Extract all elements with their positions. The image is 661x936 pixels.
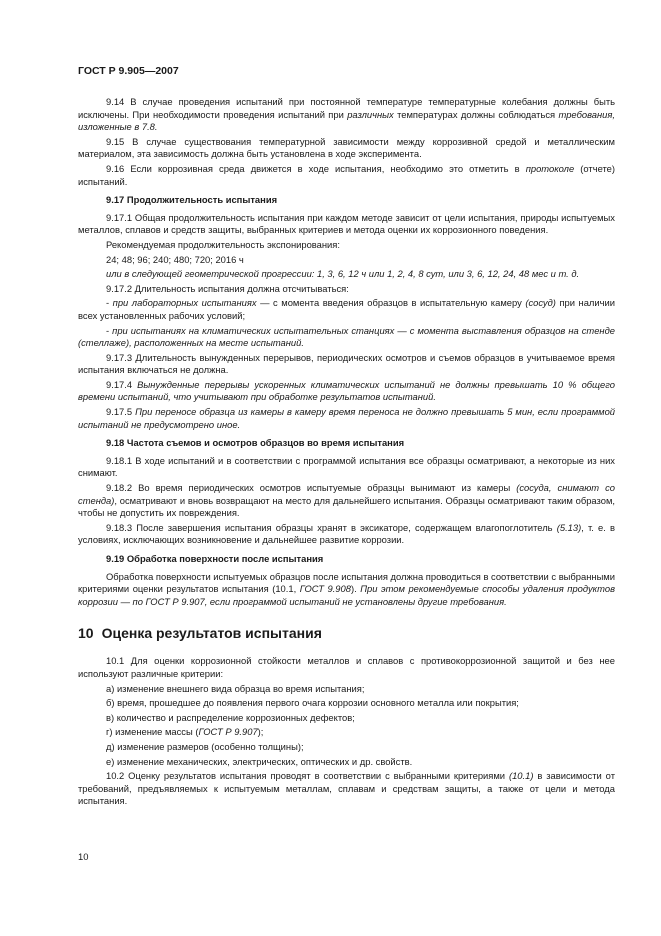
criteria-list-item	[78, 741, 615, 754]
text-run: температурах должны соблюдаться	[393, 108, 559, 120]
heading-number: 9.18	[106, 437, 125, 449]
text-run: — с момента введения образцов в испытательную камеру	[256, 297, 526, 309]
criteria-list-item	[78, 756, 615, 769]
document-header: ГОСТ Р 9.905—2007	[78, 65, 179, 77]
text-run: -	[106, 324, 113, 336]
heading-9-17	[78, 194, 615, 207]
recommended-duration-intro: Рекомендуемая продолжительность экспонирования:	[106, 238, 340, 250]
climatic-test-item	[78, 325, 615, 350]
duration-progression: или в следующей геометрической прогрессии: 1, 3, 6, 12 ч или 1, 2, 4, 8 сут, или 3, 6, 12, 24, 48 мес и т. д.	[106, 268, 580, 280]
heading-title: Частота съемов и осмотров образцов во время испытания	[126, 437, 405, 449]
text-run: 9.16 Если коррозивная среда движется в ходе испытания, необходимо это отметить в	[106, 162, 526, 174]
text-run-italic: (сосуда, снимают со стенда)	[78, 482, 615, 506]
text-run: , т. е. в условиях, исключающих возникновение и дальнейшее развитие коррозии.	[78, 521, 615, 546]
text-run: 9.17.4	[106, 378, 138, 390]
clause-9-18-2	[78, 482, 615, 520]
text-run: е) изменение механических, электрических, оптических и др. свойств.	[106, 755, 413, 767]
criteria-list-item	[78, 697, 615, 710]
document-body	[78, 96, 615, 808]
text-run-italic: (5.13)	[556, 521, 582, 533]
criteria-list-item	[78, 683, 615, 696]
clause-9-16	[78, 163, 615, 188]
criteria-list-item	[78, 712, 615, 725]
clause-9-19-text	[78, 571, 615, 609]
text-run-italic: ГОСТ 9.908	[299, 583, 351, 595]
text-run: г) изменение массы (	[106, 726, 199, 738]
text-run: Обработка поверхности испытуемых образцов после испытания должна проводиться в соответствии с выбранными критериями оценки результатов испытания (10.1,	[78, 570, 615, 595]
clause-9-18-1: 9.18.1 В ходе испытаний и в соответствии с программой испытания все образцы осматривают, а некоторые из них снимают.	[78, 454, 615, 479]
text-run-italic: ГОСТ Р 9.907	[198, 726, 258, 738]
heading-number: 10	[78, 625, 94, 642]
clause-9-17-1: 9.17.1 Общая продолжительность испытания при каждом методе зависит от цели испытания, природы испытуемых металлов, сплавов и средств защиты, выбранных критериев и метода оценки их коррозионного поведения.	[78, 211, 615, 236]
text-run-italic: требования, изложенные в 7.8.	[78, 108, 615, 133]
clause-9-14	[78, 96, 615, 134]
text-run: 9.18.3 После завершения испытания образцы хранят в эксикаторе, содержащем влагопоглотитель	[106, 521, 557, 533]
text-run: ).	[350, 583, 361, 595]
section-10-title	[78, 624, 615, 642]
heading-9-19	[78, 553, 615, 566]
heading-9-18	[78, 437, 615, 450]
text-run: при наличии всех установленных рабочих условий;	[78, 297, 615, 321]
text-run-italic: При этом рекомендуемые способы удаления продуктов коррозии — по ГОСТ Р 9.907, если программой испытаний не установлены другие требования.	[78, 583, 615, 607]
text-run-italic: различных	[347, 108, 394, 120]
clause-10-2	[78, 770, 615, 808]
page-number: 10	[78, 851, 89, 862]
text-run-italic: (сосуд)	[525, 297, 556, 309]
criteria-list-item	[78, 726, 615, 739]
text-run-italic: (10.1)	[508, 770, 534, 782]
clause-9-17-2: 9.17.2 Длительность испытания должна отсчитываться:	[106, 282, 349, 294]
text-run-italic: при лабораторных испытаниях	[112, 297, 257, 309]
text-run: (отчете) испытаний.	[78, 162, 616, 187]
text-run: 9.17.5	[106, 406, 136, 418]
text-run: в зависимости от требований, предъявляемых к испытуемым металлам, сплавам и средствам защиты, а также от цели и метода испытания.	[78, 770, 615, 807]
text-run: , осматривают и вновь возвращают на место для дальнейшего испытания. Образцы осматривают таким образом, чтобы не допустить их повреждения.	[78, 494, 615, 519]
heading-title: Оценка результатов испытания	[101, 625, 322, 642]
heading-number: 9.17	[106, 194, 125, 206]
heading-title: Обработка поверхности после испытания	[126, 553, 324, 564]
text-run: в) количество и распределение коррозионных дефектов;	[106, 711, 355, 723]
heading-title: Продолжительность испытания	[126, 194, 278, 206]
text-run: д) изменение размеров (особенно толщины);	[106, 740, 304, 752]
clause-9-15: 9.15 В случае существования температурной зависимости между коррозивной средой и металлическим материалом, эта зависимость должна быть установлена в ходе эксперимента.	[78, 135, 615, 160]
lab-test-item	[78, 297, 615, 322]
text-run-italic: протоколе	[525, 162, 575, 174]
clause-9-17-5	[78, 406, 615, 431]
clause-9-17-3: 9.17.3 Длительность вынужденных перерывов, периодических осмотров и съемов образцов в учитываемое время испытания включаться не должна.	[78, 351, 615, 376]
heading-number: 9.19	[106, 553, 125, 564]
text-run-italic: При переносе образца из камеры в камеру время переноса не должно превышать 5 мин, если программой испытаний не предусмотрено иное.	[78, 406, 615, 430]
clause-10-1: 10.1 Для оценки коррозионной стойкости металлов и сплавов с противокоррозионной защитой и без нее используют различные критерии:	[78, 655, 615, 679]
text-run: 9.18.2 Во время периодических осмотров испытуемые образцы вынимают из камеры	[106, 482, 517, 494]
text-run: );	[257, 726, 264, 738]
criteria-list	[78, 683, 615, 769]
clause-9-17-4	[78, 379, 615, 404]
text-run: -	[106, 297, 113, 309]
text-run: а) изменение внешнего вида образца во время испытания;	[106, 682, 365, 694]
text-run: 10.2 Оценку результатов испытания проводят в соответствии с выбранными критериями	[106, 770, 509, 782]
text-run-italic: при испытаниях на климатических испытательных станциях — с момента выставления образцов на стенде (стеллаже), расположенных на месте испытаний.	[78, 324, 615, 349]
text-run: 9.14 В случае проведения испытаний при постоянной температуре температурные колебания должны быть исключены. При необходимости проведения испытаний при	[78, 96, 615, 120]
text-run-italic: Вынужденные перерывы ускоренных климатических испытаний не должны превышать 10 % общего времени испытаний, что учитывают при обработке результатов испытаний.	[78, 378, 615, 403]
clause-9-18-3	[78, 522, 615, 547]
duration-values: 24; 48; 96; 240; 480; 720; 2016 ч	[106, 253, 244, 265]
text-run: б) время, прошедшее до появления первого очага коррозии основного металла или покрытия;	[106, 697, 519, 709]
